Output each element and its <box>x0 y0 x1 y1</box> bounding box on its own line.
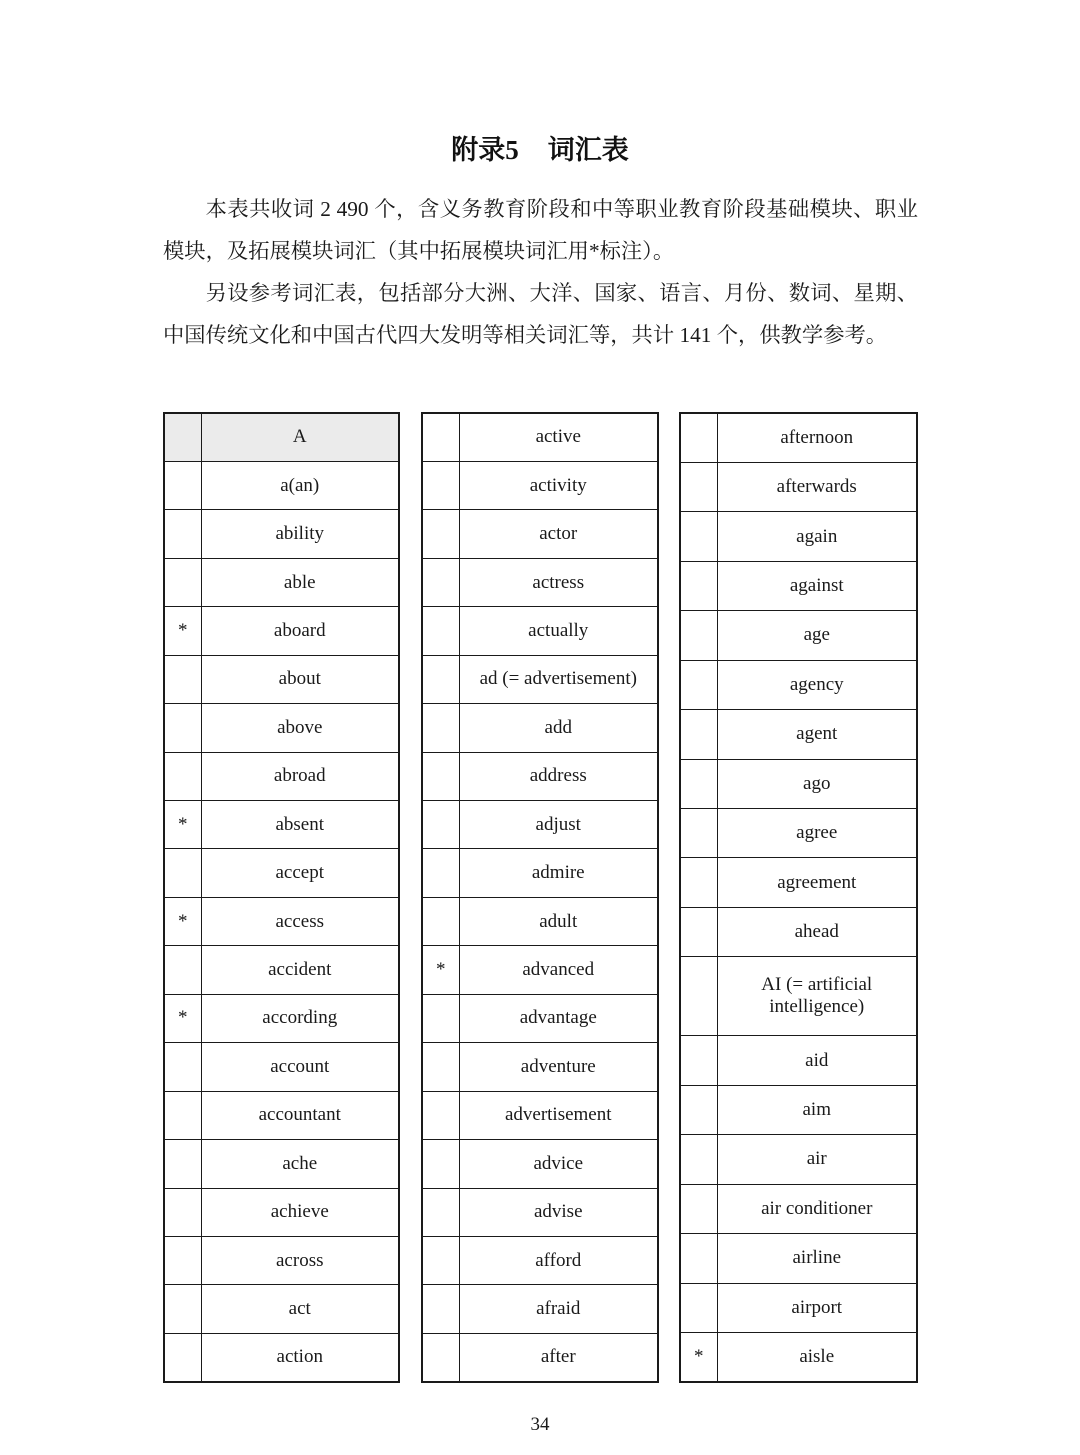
extension-mark-cell <box>164 558 201 606</box>
vocab-word: again <box>717 512 917 561</box>
vocab-row <box>422 849 658 897</box>
extension-mark-cell <box>680 809 717 858</box>
extension-mark-cell <box>422 1236 459 1284</box>
vocab-row <box>680 1234 917 1283</box>
vocab-word: across <box>201 1236 399 1284</box>
vocab-word: ache <box>201 1140 399 1188</box>
extension-mark-cell <box>422 413 459 461</box>
extension-mark-cell <box>422 1285 459 1333</box>
vocab-row <box>680 1184 917 1233</box>
extension-mark-cell <box>680 1085 717 1134</box>
extension-mark-cell <box>680 957 717 1036</box>
vocab-row <box>680 413 917 462</box>
vocab-row <box>164 946 399 994</box>
extension-mark-cell <box>680 512 717 561</box>
vocab-word: abroad <box>201 752 399 800</box>
vocab-table-1-body <box>164 413 399 1382</box>
vocab-row <box>422 607 658 655</box>
vocab-word: able <box>201 558 399 606</box>
vocab-word: agent <box>717 710 917 759</box>
extension-mark-cell <box>680 710 717 759</box>
vocab-word: according <box>201 994 399 1042</box>
appendix-number: 附录5 <box>451 135 519 165</box>
intro-paragraph-2-line-1: 另设参考词汇表，包括部分大洲、大洋、国家、语言、月份、数词、星期、 <box>205 281 918 305</box>
vocab-row <box>422 1236 658 1284</box>
vocab-word: actually <box>459 607 658 655</box>
vocab-word: agency <box>717 660 917 709</box>
extension-mark: * <box>164 607 201 655</box>
vocab-row <box>422 994 658 1042</box>
vocab-row <box>680 1036 917 1085</box>
extension-mark-cell <box>164 1091 201 1139</box>
extension-mark-cell <box>422 994 459 1042</box>
extension-mark-cell <box>422 1091 459 1139</box>
vocab-table-1 <box>163 412 400 1383</box>
vocab-word: accident <box>201 946 399 994</box>
extension-mark-cell <box>680 1135 717 1184</box>
vocab-row <box>680 710 917 759</box>
vocab-row <box>164 704 399 752</box>
vocab-row <box>422 1043 658 1091</box>
extension-mark: * <box>164 897 201 945</box>
vocab-row <box>164 655 399 703</box>
extension-mark-cell <box>680 413 717 462</box>
vocab-word: air <box>717 1135 917 1184</box>
section-header-row <box>164 413 399 461</box>
extension-mark-cell <box>680 858 717 907</box>
page-number: 34 <box>530 1414 550 1435</box>
vocab-row <box>680 462 917 511</box>
vocab-row <box>680 858 917 907</box>
extension-mark-cell <box>680 1184 717 1233</box>
extension-mark-cell <box>680 462 717 511</box>
vocab-row <box>164 510 399 558</box>
extension-mark: * <box>164 994 201 1042</box>
vocab-word: AI (= artificial intelligence) <box>717 957 917 1036</box>
vocab-row <box>422 752 658 800</box>
vocab-row <box>680 611 917 660</box>
appendix-title <box>0 130 1080 170</box>
vocab-row <box>164 1236 399 1284</box>
vocab-row <box>422 461 658 509</box>
vocab-word: after <box>459 1333 658 1381</box>
vocab-word: add <box>459 704 658 752</box>
vocab-row <box>422 413 658 461</box>
vocab-row <box>680 907 917 956</box>
vocab-row <box>680 809 917 858</box>
section-letter: A <box>201 413 399 461</box>
intro-paragraph-1 <box>163 188 918 272</box>
vocab-word: a(an) <box>201 461 399 509</box>
vocab-row <box>680 660 917 709</box>
intro-paragraph-2-line-2: 中国传统文化和中国古代四大发明等相关词汇等，共计 141 个，供教学参考。 <box>163 323 888 347</box>
vocab-row <box>680 561 917 610</box>
vocab-row <box>164 752 399 800</box>
extension-mark-cell <box>422 897 459 945</box>
vocab-word: accept <box>201 849 399 897</box>
extension-mark-cell <box>680 907 717 956</box>
extension-mark-cell <box>164 1333 201 1381</box>
extension-mark-cell <box>680 611 717 660</box>
extension-mark-cell <box>680 660 717 709</box>
extension-mark-cell <box>422 752 459 800</box>
vocab-row <box>422 1091 658 1139</box>
vocab-word: against <box>717 561 917 610</box>
vocab-row <box>164 849 399 897</box>
extension-mark-cell <box>164 704 201 752</box>
extension-mark-cell <box>422 1188 459 1236</box>
vocab-word: advanced <box>459 946 658 994</box>
vocab-word: afterwards <box>717 462 917 511</box>
vocab-word: advantage <box>459 994 658 1042</box>
vocab-word: actor <box>459 510 658 558</box>
vocab-word: ahead <box>717 907 917 956</box>
extension-mark-cell <box>164 1236 201 1284</box>
vocab-word: age <box>717 611 917 660</box>
section-header-mark-cell <box>164 413 201 461</box>
vocab-word: act <box>201 1285 399 1333</box>
vocab-row <box>422 510 658 558</box>
intro-text <box>163 188 918 356</box>
extension-mark-cell <box>164 655 201 703</box>
vocab-table-3-body <box>680 413 917 1382</box>
extension-mark-cell <box>422 607 459 655</box>
vocab-row <box>680 1135 917 1184</box>
vocab-row <box>680 1085 917 1134</box>
vocab-word: agree <box>717 809 917 858</box>
extension-mark-cell <box>422 849 459 897</box>
vocab-word: air conditioner <box>717 1184 917 1233</box>
vocab-word: adventure <box>459 1043 658 1091</box>
vocab-word: ago <box>717 759 917 808</box>
extension-mark-cell <box>164 1140 201 1188</box>
vocab-row <box>164 461 399 509</box>
extension-mark-cell <box>422 655 459 703</box>
appendix-name: 词汇表 <box>547 135 629 165</box>
vocab-row <box>164 607 399 655</box>
extension-mark-cell <box>422 1043 459 1091</box>
vocab-word: activity <box>459 461 658 509</box>
extension-mark-cell <box>164 1043 201 1091</box>
vocab-word: afford <box>459 1236 658 1284</box>
vocab-row <box>422 558 658 606</box>
extension-mark-cell <box>164 849 201 897</box>
vocab-word: ability <box>201 510 399 558</box>
intro-paragraph-1-line-2: 模块，及拓展模块词汇（其中拓展模块词汇用*标注）。 <box>163 239 675 263</box>
vocab-row <box>422 1333 658 1381</box>
vocab-word: account <box>201 1043 399 1091</box>
vocab-row <box>164 558 399 606</box>
extension-mark-cell <box>164 752 201 800</box>
vocab-row <box>164 801 399 849</box>
extension-mark-cell <box>680 1036 717 1085</box>
vocab-row <box>422 1285 658 1333</box>
extension-mark-cell <box>422 1333 459 1381</box>
vocab-word: about <box>201 655 399 703</box>
extension-mark-cell <box>164 1188 201 1236</box>
extension-mark-cell <box>164 510 201 558</box>
vocab-word: afraid <box>459 1285 658 1333</box>
vocab-word: access <box>201 897 399 945</box>
vocab-word: advertisement <box>459 1091 658 1139</box>
vocab-row <box>680 957 917 1036</box>
extension-mark: * <box>422 946 459 994</box>
extension-mark-cell <box>680 1283 717 1332</box>
extension-mark-cell <box>422 704 459 752</box>
vocab-word: ad (= advertisement) <box>459 655 658 703</box>
vocab-word: active <box>459 413 658 461</box>
vocab-row <box>680 1332 917 1381</box>
vocab-row <box>680 1283 917 1332</box>
vocab-row <box>422 704 658 752</box>
extension-mark-cell <box>422 461 459 509</box>
vocab-word: aisle <box>717 1332 917 1381</box>
vocab-word: admire <box>459 849 658 897</box>
vocab-word: airline <box>717 1234 917 1283</box>
vocab-row <box>680 759 917 808</box>
vocab-table-2-body <box>422 413 658 1382</box>
extension-mark-cell <box>164 461 201 509</box>
extension-mark-cell <box>422 510 459 558</box>
vocab-row <box>164 994 399 1042</box>
vocab-word: action <box>201 1333 399 1381</box>
extension-mark: * <box>680 1332 717 1381</box>
vocab-row <box>164 1043 399 1091</box>
vocab-word: aboard <box>201 607 399 655</box>
vocab-word: above <box>201 704 399 752</box>
vocab-table-2 <box>421 412 659 1383</box>
extension-mark-cell <box>164 1285 201 1333</box>
vocab-row <box>164 1333 399 1381</box>
extension-mark-cell <box>680 561 717 610</box>
vocab-row <box>164 1140 399 1188</box>
vocab-word: aid <box>717 1036 917 1085</box>
vocab-word: achieve <box>201 1188 399 1236</box>
extension-mark: * <box>164 801 201 849</box>
vocab-word: accountant <box>201 1091 399 1139</box>
vocab-table-3 <box>679 412 918 1383</box>
vocab-word: advice <box>459 1140 658 1188</box>
vocab-row <box>680 512 917 561</box>
vocab-row <box>422 897 658 945</box>
extension-mark-cell <box>164 946 201 994</box>
extension-mark-cell <box>422 801 459 849</box>
vocab-row <box>422 946 658 994</box>
vocab-row <box>422 1188 658 1236</box>
vocab-row <box>164 897 399 945</box>
vocab-row <box>164 1188 399 1236</box>
vocab-row <box>422 801 658 849</box>
vocab-word: advise <box>459 1188 658 1236</box>
vocab-word: actress <box>459 558 658 606</box>
vocab-word: adult <box>459 897 658 945</box>
extension-mark-cell <box>680 1234 717 1283</box>
vocab-word: absent <box>201 801 399 849</box>
vocab-word: aim <box>717 1085 917 1134</box>
extension-mark-cell <box>680 759 717 808</box>
extension-mark-cell <box>422 558 459 606</box>
vocab-row <box>422 655 658 703</box>
vocab-word: airport <box>717 1283 917 1332</box>
extension-mark-cell <box>422 1140 459 1188</box>
vocab-word: agreement <box>717 858 917 907</box>
intro-paragraph-1-line-1: 本表共收词 2 490 个，含义务教育阶段和中等职业教育阶段基础模块、职业 <box>205 197 918 221</box>
vocab-row <box>422 1140 658 1188</box>
vocab-row <box>164 1285 399 1333</box>
vocab-word: afternoon <box>717 413 917 462</box>
intro-paragraph-2 <box>163 272 918 356</box>
vocab-word: adjust <box>459 801 658 849</box>
vocab-word: address <box>459 752 658 800</box>
vocab-row <box>164 1091 399 1139</box>
